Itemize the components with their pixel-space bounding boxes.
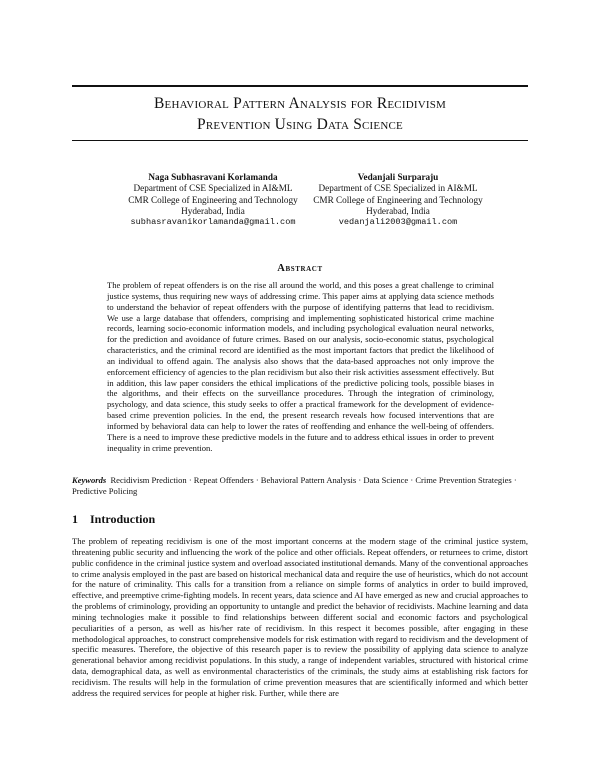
author-institution: CMR College of Engineering and Technology bbox=[313, 194, 483, 205]
author-email: subhasravanikorlamanda@gmail.com bbox=[130, 217, 296, 228]
keywords-label: Keywords bbox=[72, 475, 107, 485]
author-location: Hyderabad, India bbox=[181, 205, 245, 216]
author-location: Hyderabad, India bbox=[366, 205, 430, 216]
author-name: Vedanjali Surparaju bbox=[357, 172, 439, 182]
author-department: Department of CSE Specialized in AI&ML bbox=[318, 183, 478, 194]
keywords-text: Recidivism Prediction · Repeat Offenders · Behavioral Pattern Analysis · Data Science · Crime Prevention Strategies · Predictive Policing bbox=[72, 475, 517, 496]
introduction-text: The problem of repeating recidivism is one of the most important concerns at the modern stage of the criminal justice system, threatening public security and influencing the work of the police and other officials. Repeat offenders, or returnees to crime, distort public confidence in the criminal justice system and overload associated institutional demands. Many of the conventional approaches to crime analysis employed in the past are based on historical mechanical data and require the use of heuristics, which do not account for the nature of criminality. This calls for a transition from a reliance on simple forms of analytics in order to build improved, effective, and preemptive crime-fighting models. In recent years, data science and AI have emerged as new and crucial approaches to the problems of criminology, providing an opportunity to untangle and predict the behavior of recidivists. Machine learning and data mining technologies make it possible to find relationships between different social and economic factors and psychological peculiarities of a person, as well as his/her rate of recidivism. In this respect it becomes possible, after engaging in these methodological approaches, to construct comprehensive models for risk estimation with regard to recidivism and the development of specific measures. Therefore, the objective of this research paper is to review the possibility of applying data science to analyze generational behavior among recidivist populations. In this study, a range of independent variables, structured with historical crime data, demographical data, as well as environmental characteristics of the criminals, the study aims at establishing risk factors for recidivism. The results will help in the formulation of crime prevention measures that are scientifically informed and which better address the required services for people at higher risk. Further, while there are bbox=[72, 536, 528, 698]
title-line-2: Prevention Using Data Science bbox=[197, 116, 403, 133]
abstract-text: The problem of repeat offenders is on the rise all around the world, and this poses a great challenge to criminal justice systems, thus requiring new ways of addressing crime. This paper aims at applying data science methods to understand the behavior of repeat offenders with the purpose of identifying patterns that lead to recidivism. We use a large database that offenders, comprising and implementing sophisticated historical crime machine records, learning socio-economic information models, and including psychological evaluation neural networks, for the prediction and avoidance of future crimes. Based on our analysis, socio-economic status, psychological characteristics, and the criminal record are identified as the most important factors that predict the likelihood of an individual to offend again. The analysis also shows that the data-based approaches not only improve the enforcement efficiency of agencies to the plan recidivism but also their risk activities assessment effectively. But in addition, this law paper considers the ethical implications of the predictive policing tools, possible biases in the algorithms, and their effects on the surveillance procedures. Through the integration of criminology, psychology, and data science, this study seeks to offer a practical framework for the development of evidence-based crime prevention policies. In the end, the present research reveals how focused interventions that are informed by behavioral data can help to lower the rates of reoffending and enhance the well-being of offenders. There is a need to improve these predictive models in the future and to address ethical issues in order to prevent inequality in crime prevention. bbox=[107, 280, 494, 453]
section-heading bbox=[72, 512, 155, 527]
author-email: vedanjali2003@gmail.com bbox=[338, 217, 458, 228]
section-title: Introduction bbox=[90, 512, 156, 526]
title-top-rule bbox=[72, 85, 528, 87]
abstract-heading: Abstract bbox=[277, 263, 323, 274]
section-number: 1 bbox=[72, 512, 78, 526]
paper-title bbox=[72, 93, 528, 135]
author-name: Naga Subhasravani Korlamanda bbox=[148, 172, 278, 182]
author-institution: CMR College of Engineering and Technology bbox=[128, 194, 298, 205]
keywords bbox=[72, 475, 528, 497]
title-bottom-rule bbox=[72, 140, 528, 141]
title-line-1: Behavioral Pattern Analysis for Recidivism bbox=[153, 95, 447, 112]
author-block-2 bbox=[278, 172, 518, 228]
author-department: Department of CSE Specialized in AI&ML bbox=[133, 183, 293, 194]
